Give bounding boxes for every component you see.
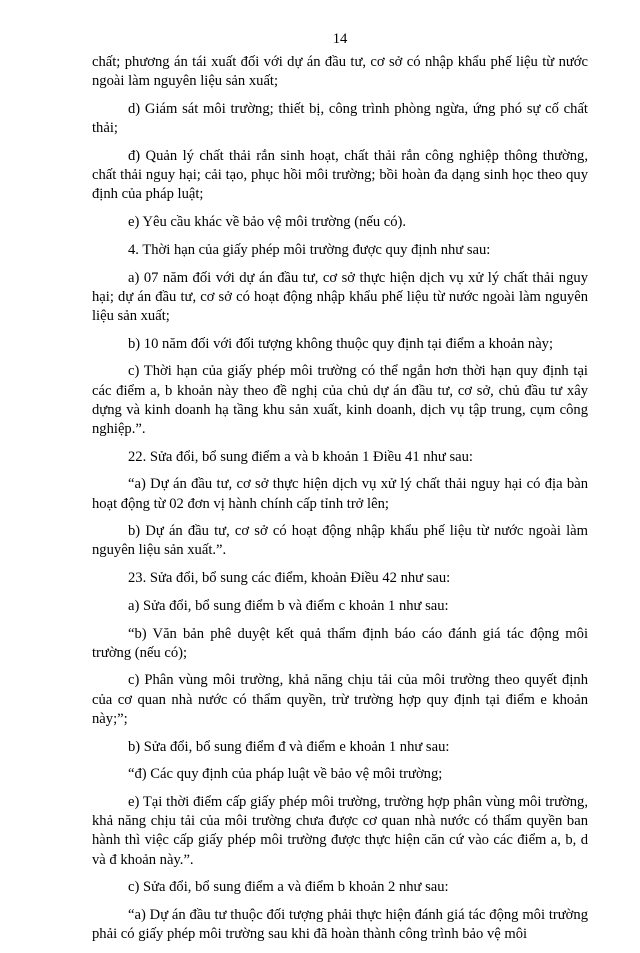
paragraph-amendment-23-a: a) Sửa đổi, bổ sung điểm b và điểm c khoản 1 như sau:	[128, 597, 449, 614]
document-page	[92, 30, 588, 953]
paragraph-amendment-22-b: b) Dự án đầu tư, cơ sở có hoạt động nhập khẩu phế liệu từ nước ngoài làm nguyên liệu sản xuất.”.	[92, 523, 588, 559]
paragraph-amendment-23-b-e: e) Tại thời điểm cấp giấy phép môi trường, trường hợp phân vùng môi trường, khả năng chịu tải của môi trường chưa được cơ quan nhà nước có thẩm quyền ban hành thì việc cấp giấy phép môi trường được thực hiện căn cứ vào các điểm a, b, d và đ khoản này.”.	[92, 794, 588, 868]
paragraph-amendment-22-a: “a) Dự án đầu tư, cơ sở thực hiện dịch vụ xử lý chất thải nguy hại có địa bàn hoạt động từ 02 đơn vị hành chính cấp tỉnh trở lên;	[92, 476, 588, 512]
paragraph-item-d: d) Giám sát môi trường; thiết bị, công trình phòng ngừa, ứng phó sự cố chất thải;	[92, 101, 588, 137]
paragraph-amendment-23-b-dd: “đ) Các quy định của pháp luật về bảo vệ môi trường;	[128, 766, 443, 783]
paragraph-amendment-22: 22. Sửa đổi, bổ sung điểm a và b khoản 1 Điều 41 như sau:	[128, 448, 473, 465]
paragraph-amendment-23-c-a: “a) Dự án đầu tư thuộc đối tượng phải thực hiện đánh giá tác động môi trường phải có giấy phép môi trường sau khi đã hoàn thành công trình bảo vệ môi	[92, 907, 588, 943]
paragraph-clause-4: 4. Thời hạn của giấy phép môi trường được quy định như sau:	[128, 241, 491, 258]
page-number: 14	[332, 31, 348, 47]
paragraph-amendment-23-a-b: “b) Văn bản phê duyệt kết quả thẩm định báo cáo đánh giá tác động môi trường (nếu có);	[92, 625, 588, 661]
paragraph-amendment-23-a-c: c) Phân vùng môi trường, khả năng chịu tải của môi trường theo quyết định của cơ quan nhà nước có thẩm quyền, trừ trường hợp quy định tại điểm e khoản này;”;	[92, 672, 588, 727]
paragraph-item-dd: đ) Quản lý chất thải rắn sinh hoạt, chất thải rắn công nghiệp thông thường, chất thải nguy hại; cải tạo, phục hồi môi trường; bồi hoàn đa dạng sinh học theo quy định của pháp luật;	[92, 148, 588, 203]
paragraph-clause-4-c: c) Thời hạn của giấy phép môi trường có thể ngắn hơn thời hạn quy định tại các điểm a, b khoản này theo đề nghị của chủ dự án đầu tư, cơ sở, chủ đầu tư xây dựng và kinh doanh hạ tầng khu sản xuất, kinh doanh, dịch vụ tập trung, cụm công nghiệp.”.	[92, 363, 588, 437]
paragraph-clause-4-b: b) 10 năm đối với đối tượng không thuộc quy định tại điểm a khoản này;	[128, 335, 554, 352]
paragraph-clause-4-a: a) 07 năm đối với dự án đầu tư, cơ sở thực hiện dịch vụ xử lý chất thải nguy hại; dự án đầu tư, cơ sở có hoạt động nhập khẩu phế liệu từ nước ngoài làm nguyên liệu sản xuất;	[92, 269, 588, 324]
paragraph-continuation: chất; phương án tái xuất đối với dự án đầu tư, cơ sở có nhập khẩu phế liệu từ nước ngoài làm nguyên liệu sản xuất;	[92, 54, 588, 90]
paragraph-amendment-23: 23. Sửa đổi, bổ sung các điểm, khoản Điều 42 như sau:	[128, 570, 451, 587]
paragraph-amendment-23-b: b) Sửa đổi, bổ sung điểm đ và điểm e khoản 1 như sau:	[128, 738, 450, 755]
paragraph-item-e: e) Yêu cầu khác về bảo vệ môi trường (nếu có).	[128, 214, 407, 231]
paragraph-amendment-23-c: c) Sửa đổi, bổ sung điểm a và điểm b khoản 2 như sau:	[128, 879, 449, 896]
